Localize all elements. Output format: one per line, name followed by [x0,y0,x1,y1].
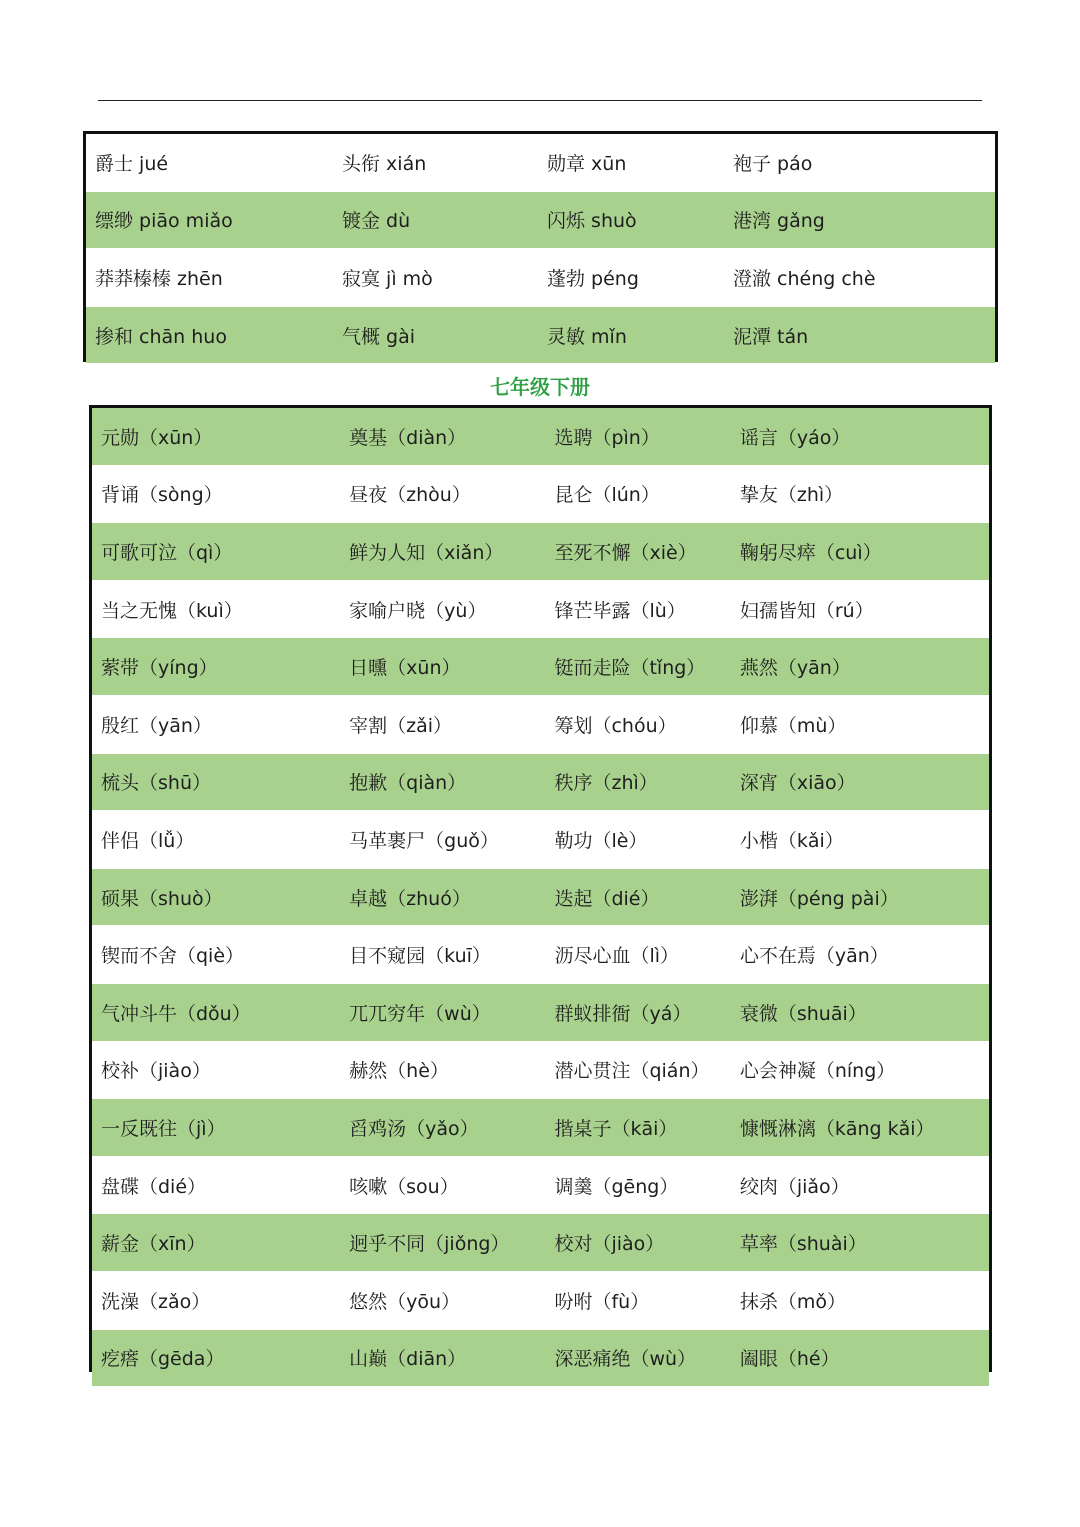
vocab-cell: 澄澈 chéng chè [733,267,876,290]
vocab-cell: 掺和 chān huo [95,325,227,348]
table-row [92,926,989,984]
vocab-cell: 锲而不舍（qiè） [101,945,245,968]
vocab-cell: 挚友（zhì） [739,484,844,507]
table-row [92,1214,989,1272]
vocab-cell: 潜心贯注（qián） [554,1060,710,1083]
vocab-cell: 校补（jiào） [101,1060,211,1083]
vocab-cell: 校对（jiào） [554,1233,665,1256]
vocab-cell: 马革裹尸（guǒ） [349,829,499,852]
table-row [86,134,995,192]
vocab-cell: 气概 gài [342,325,416,348]
table-row [92,1157,989,1215]
section-title: 七年级下册 [490,375,590,399]
vocab-cell: 泥潭 tán [733,325,809,348]
table-row [92,811,989,869]
vocab-cell: 莽莽榛榛 zhēn [95,267,223,290]
vocab-cell: 萦带（yíng） [101,657,218,680]
vocab-cell: 秩序（zhì） [554,772,658,795]
table-row [92,638,989,696]
vocab-cell: 衰微（shuāi） [739,1002,867,1025]
vocab-cell: 铤而走险（tǐng） [554,657,706,680]
table-row [92,1042,989,1100]
table-row [92,754,989,812]
vocab-cell: 迭起（dié） [554,887,660,910]
vocab-cell: 元勋（xūn） [101,426,213,449]
vocab-cell: 赫然（hè） [349,1060,449,1083]
vocab-cell: 草率（shuài） [739,1233,867,1256]
vocab-cell: 慷慨淋漓（kāng kǎi） [739,1117,935,1140]
vocab-cell: 燕然（yān） [739,657,851,680]
table-row [92,466,989,524]
vocab-cell: 昆仑（lún） [554,484,660,507]
table-row [92,984,989,1042]
vocab-cell: 选聘（pìn） [554,426,660,449]
vocab-cell: 勋章 xūn [547,152,627,175]
vocab-cell: 谣言（yáo） [739,426,851,449]
vocab-cell: 舀鸡汤（yǎo） [349,1117,479,1140]
vocab-cell: 咳嗽（sou） [349,1175,459,1198]
vocab-cell: 仰慕（mù） [739,714,847,737]
vocab-cell: 心不在焉（yān） [739,945,889,968]
vocab-cell: 头衔 xián [342,152,427,175]
vocab-cell: 奠基（diàn） [349,426,467,449]
vocab-cell: 调羹（gēng） [554,1175,679,1198]
vocab-cell: 爵士 jué [95,152,169,175]
table-row [86,307,995,364]
vocab-cell: 山巅（diān） [349,1348,467,1371]
vocab-cell: 目不窥园（kuī） [349,945,491,968]
vocab-cell: 疙瘩（gēda） [101,1348,225,1371]
vocab-cell: 硕果（shuò） [101,887,223,910]
vocab-cell: 兀兀穷年（wù） [349,1002,491,1025]
vocab-cell: 心会神凝（níng） [739,1060,896,1083]
vocab-cell: 勒功（lè） [554,829,648,852]
vocab-cell: 妇孺皆知（rú） [739,599,874,622]
vocab-table-2 [89,405,992,1372]
table-row [86,249,995,307]
vocab-cell: 梳头（shū） [101,772,211,795]
vocab-cell: 吩咐（fù） [554,1290,650,1313]
vocab-cell: 揩桌子（kāi） [554,1117,678,1140]
vocab-cell: 日曛（xūn） [349,657,461,680]
vocab-cell: 鞠躬尽瘁（cuì） [739,541,882,564]
header-rule [98,100,982,101]
vocab-cell: 当之无愧（kuì） [101,599,243,622]
vocab-cell: 灵敏 mǐn [547,325,627,348]
vocab-cell: 深宵（xiāo） [739,772,856,795]
vocab-cell: 背诵（sòng） [101,484,223,507]
vocab-cell: 抹杀（mǒ） [739,1290,846,1313]
vocab-cell: 蓬勃 péng [547,267,639,290]
vocab-table-1 [83,131,998,362]
vocab-cell: 阖眼（hé） [739,1348,840,1371]
vocab-cell: 抱歉（qiàn） [349,772,467,795]
vocab-cell: 寂寞 jì mò [342,267,433,290]
vocab-cell: 绞肉（jiǎo） [739,1175,850,1198]
table-row [92,1330,989,1387]
vocab-cell: 薪金（xīn） [101,1233,206,1256]
vocab-cell: 宰割（zǎi） [349,714,453,737]
vocab-cell: 袍子 páo [733,152,813,175]
vocab-cell: 卓越（zhuó） [349,887,471,910]
vocab-cell: 一反既往（jì） [101,1117,226,1140]
vocab-cell: 澎湃（péng pài） [739,887,899,910]
table-row [92,1099,989,1157]
vocab-cell: 迥乎不同（jiǒng） [349,1233,510,1256]
vocab-cell: 伴侣（lǚ） [101,829,195,852]
vocab-cell: 锋芒毕露（lù） [554,599,686,622]
vocab-cell: 港湾 gǎng [733,210,825,233]
vocab-cell: 昼夜（zhòu） [349,484,471,507]
vocab-cell: 至死不懈（xiè） [554,541,697,564]
vocab-cell: 缥缈 piāo miǎo [95,210,233,233]
vocab-cell: 家喻户晓（yù） [349,599,487,622]
vocab-cell: 殷红（yān） [101,714,212,737]
vocab-cell: 小楷（kǎi） [739,829,844,852]
table-row [92,581,989,639]
vocab-cell: 筹划（chóu） [554,714,677,737]
table-row [92,523,989,581]
vocab-cell: 盘碟（dié） [101,1175,207,1198]
table-row [92,869,989,927]
vocab-cell: 深恶痛绝（wù） [554,1348,697,1371]
vocab-cell: 可歌可泣（qì） [101,541,233,564]
vocab-cell: 闪烁 shuò [547,210,637,233]
table-row [92,408,989,466]
table-row [92,1272,989,1330]
vocab-cell: 镀金 dù [342,210,411,233]
table-row [86,192,995,250]
table-row [92,696,989,754]
vocab-cell: 洗澡（zǎo） [101,1290,211,1313]
vocab-cell: 沥尽心血（lì） [554,945,680,968]
vocab-cell: 气冲斗牛（dǒu） [101,1002,251,1025]
vocab-cell: 悠然（yōu） [349,1290,461,1313]
vocab-cell: 群蚁排衙（yá） [554,1002,692,1025]
vocab-cell: 鲜为人知（xiǎn） [349,541,504,564]
